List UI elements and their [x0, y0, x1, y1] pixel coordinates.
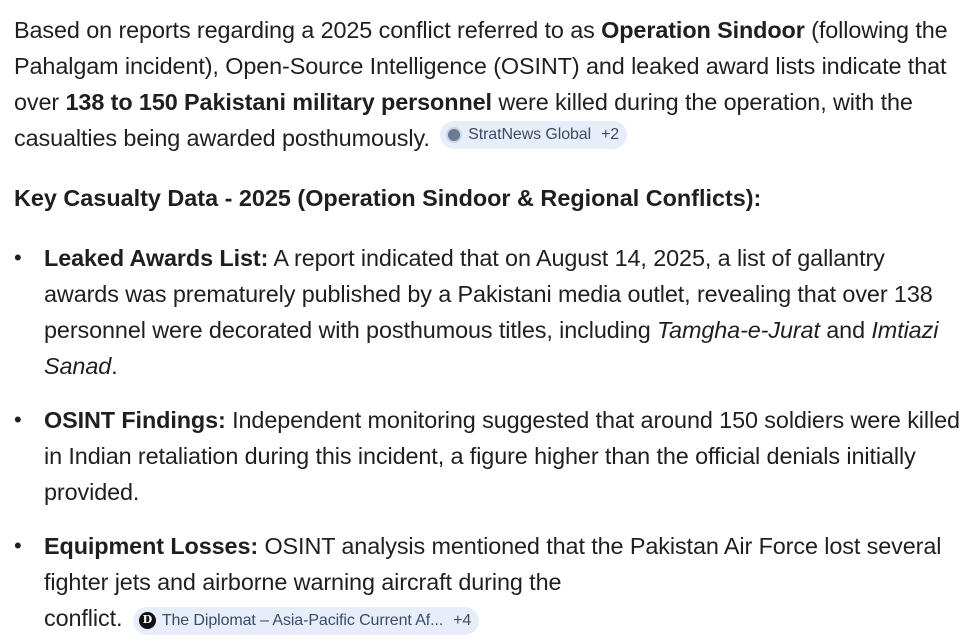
intro-text-1: Based on reports regarding a 2025 conflict referred to as [14, 17, 602, 43]
intro-paragraph [14, 12, 960, 156]
source-chip-the-diplomat[interactable] [133, 607, 479, 635]
the-diplomat-logo-icon: D [139, 612, 156, 629]
list-item [14, 240, 960, 384]
list-item-text: . [111, 353, 118, 379]
list-item-text: A report indicated that on August 14, 2025, a list of gallantry awards was prematurely published by a Pakistani media outlet, revealing that over 138 personnel were decorated with posthumous titles, including [44, 245, 933, 343]
list-item-text: conflict. [44, 605, 123, 631]
list-item [14, 528, 960, 636]
award-name: Tamgha-e-Jurat [657, 317, 820, 343]
bullet: • [14, 407, 22, 432]
casualty-figure: 138 to 150 Pakistani military personnel [65, 89, 492, 115]
list-item-title: Leaked Awards List: [44, 245, 269, 271]
source-chip-count: +2 [601, 126, 620, 143]
award-name: Imtiazi Sanad [44, 317, 939, 379]
casualty-list [14, 240, 960, 636]
section-heading: Key Casualty Data - 2025 (Operation Sindoor & Regional Conflicts): [14, 185, 762, 211]
list-item-text: OSINT analysis mentioned that the Pakistan Air Force lost several fighter jets and airborne warning aircraft during the [44, 533, 942, 595]
intro-text-3: were killed during the operation, with the casualties being awarded posthumously. [14, 89, 913, 151]
list-item-title: OSINT Findings: [44, 407, 226, 433]
source-chip-stratnews[interactable] [440, 121, 627, 149]
list-item-text: and [819, 317, 872, 343]
source-chip-label: StratNews Global [468, 126, 592, 143]
stratnews-logo-icon [446, 127, 462, 143]
operation-name: Operation Sindoor [601, 17, 805, 43]
bullet: • [14, 245, 22, 270]
intro-text-2: (following the Pahalgam incident), Open-Source Intelligence (OSINT) and leaked award lists indicate that over [14, 17, 948, 115]
list-item-title: Equipment Losses: [44, 533, 259, 559]
source-chip-label: The Diplomat – Asia-Pacific Current Af... [161, 611, 444, 629]
source-chip-count: +4 [453, 611, 472, 629]
bullet: • [14, 533, 22, 558]
list-item-text: Independent monitoring suggested that around 150 soldiers were killed in Indian retaliation during this incident, a figure higher than the official denials initially provided. [44, 407, 960, 505]
list-item [14, 402, 960, 510]
